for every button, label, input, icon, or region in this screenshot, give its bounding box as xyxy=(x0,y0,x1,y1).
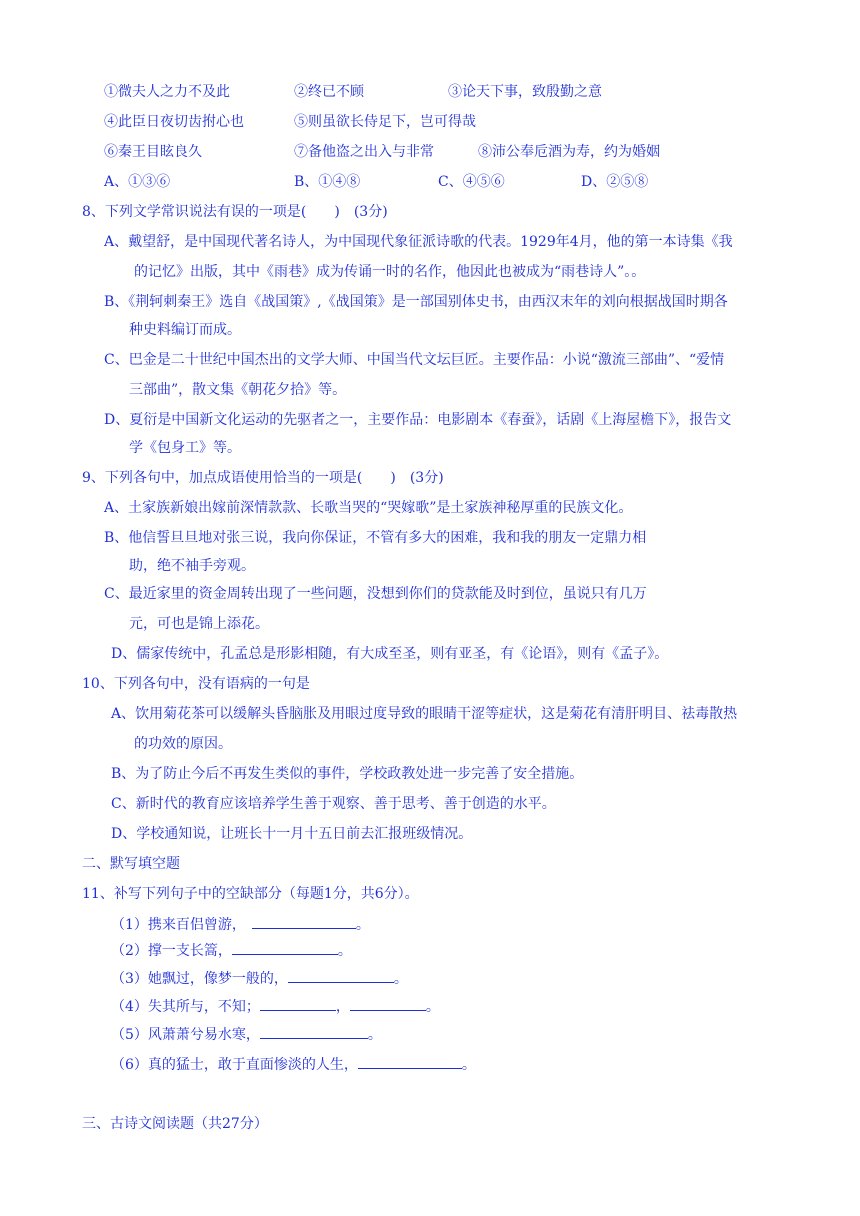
fill-blank-5[interactable] xyxy=(260,1024,368,1039)
q8-stem: 8、下列文学常识说法有误的一项是( ) (3分) xyxy=(82,204,388,220)
q8-option-a-line2: 的记忆》出版，其中《雨巷》成为传诵一时的名作，他因此也被成为“雨巷诗人”。。 xyxy=(134,264,646,280)
fill-item-1-text: （1）携来百侣曾游， xyxy=(111,917,246,933)
q9-option-c-line2: 元，可也是锦上添花。 xyxy=(129,616,269,632)
q10-option-a-line2: 的功效的原因。 xyxy=(134,736,232,752)
fill-blank-1[interactable] xyxy=(252,914,356,929)
q8-option-d-line2: 学《包身工》等。 xyxy=(129,440,241,456)
q9-option-a: A、土家族新娘出嫁前深情款款、长歌当哭的“哭嫁歌”是土家族神秘厚重的民族文化。 xyxy=(104,500,633,516)
q8-option-b-line2: 种史料编订而成。 xyxy=(129,322,241,338)
answer-b: B、①④⑧ xyxy=(294,174,361,190)
fill-blank-3[interactable] xyxy=(288,968,394,983)
option-5: ⑤则虽欲长侍足下，岂可得哉 xyxy=(294,114,476,130)
q8-option-c-line2: 三部曲”，散文集《朝花夕拾》等。 xyxy=(129,382,347,398)
q8-option-b-line1: B、《荆轲刺秦王》选自《战国策》,《战国策》是一部国别体史书，由西汉末年的刘向根据战国时期各 xyxy=(104,294,728,310)
option-8: ⑧沛公奉卮酒为寿，约为婚姻 xyxy=(478,144,660,160)
q9-option-b-line1: B、他信誓旦旦地对张三说，我向你保证，不管有多大的困难，我和我的朋友一定鼎力相 xyxy=(104,530,647,546)
q10-option-d: D、学校通知说，让班长十一月十五日前去汇报班级情况。 xyxy=(111,826,473,842)
answer-a: A、①③⑥ xyxy=(104,174,171,190)
fill-item-2-text: （2）撑一支长篙， xyxy=(111,943,232,959)
fill-item-1 xyxy=(111,914,370,934)
option-2: ②终已不顾 xyxy=(294,84,364,100)
q9-stem: 9、下列各句中，加点成语使用恰当的一项是( ) (3分) xyxy=(82,470,444,486)
q9-option-b-line2: 助，绝不袖手旁观。 xyxy=(129,558,255,574)
fill-item-4-sep: ， xyxy=(335,999,350,1015)
fill-item-6-end: 。 xyxy=(461,1057,476,1073)
fill-item-3 xyxy=(111,968,408,988)
fill-item-4-end: 。 xyxy=(425,999,440,1015)
fill-item-2-end: 。 xyxy=(337,943,352,959)
fill-item-6-text: （6）真的猛士，敢于直面惨淡的人生， xyxy=(111,1057,358,1073)
option-6: ⑥秦王目眩良久 xyxy=(104,144,202,160)
section-heading-2: 二、默写填空题 xyxy=(82,856,180,872)
q8-option-a-line1: A、戴望舒，是中国现代著名诗人，为中国现代象征派诗歌的代表。1929年4月，他的第一本诗集《我 xyxy=(104,234,733,250)
option-1: ①微夫人之力不及此 xyxy=(104,84,230,100)
fill-item-3-text: （3）她飘过，像梦一般的， xyxy=(111,971,288,987)
section-heading-3: 三、古诗文阅读题（共27分） xyxy=(82,1116,268,1132)
q10-stem: 10、下列各句中，没有语病的一句是 xyxy=(82,676,310,692)
option-7: ⑦备他盗之出入与非常 xyxy=(294,144,434,160)
answer-c: C、④⑤⑥ xyxy=(438,174,505,190)
answer-d: D、②⑤⑧ xyxy=(581,174,649,190)
q10-option-c: C、新时代的教育应该培养学生善于观察、善于思考、善于创造的水平。 xyxy=(111,796,556,812)
q10-option-b: B、为了防止今后不再发生类似的事件，学校政教处进一步完善了安全措施。 xyxy=(111,766,584,782)
fill-item-1-end: 。 xyxy=(355,917,370,933)
q9-option-d: D、儒家传统中，孔孟总是形影相随，有大成至圣，则有亚圣，有《论语》，则有《孟子》。 xyxy=(111,646,669,662)
fill-blank-4a[interactable] xyxy=(260,996,336,1011)
fill-item-4 xyxy=(111,996,440,1016)
q9-option-c-line1: C、最近家里的资金周转出现了一些问题，没想到你们的贷款能及时到位，虽说只有几万 xyxy=(104,586,647,602)
q11-stem: 11、补写下列句子中的空缺部分（每题1分，共6分）。 xyxy=(82,886,419,902)
fill-item-4-text: （4）失其所与，不知； xyxy=(111,999,260,1015)
fill-blank-2[interactable] xyxy=(232,940,338,955)
fill-blank-6[interactable] xyxy=(358,1054,462,1069)
fill-item-5-text: （5）风萧萧兮易水寒， xyxy=(111,1027,260,1043)
fill-blank-4b[interactable] xyxy=(350,996,426,1011)
fill-item-5-end: 。 xyxy=(367,1027,382,1043)
q8-option-c-line1: C、巴金是二十世纪中国杰出的文学大师、中国当代文坛巨匠。主要作品：小说“激流三部曲”、“爱情 xyxy=(104,352,725,368)
q8-option-d-line1: D、夏衍是中国新文化运动的先驱者之一，主要作品：电影剧本《春蚕》，话剧《上海屋檐下》，报告文 xyxy=(104,412,732,428)
option-4: ④此臣日夜切齿拊心也 xyxy=(104,114,244,130)
q10-option-a-line1: A、饮用菊花茶可以缓解头昏脑胀及用眼过度导致的眼睛干涩等症状，这是菊花有清肝明目、祛毒散热 xyxy=(111,706,738,722)
fill-item-3-end: 。 xyxy=(393,971,408,987)
option-3: ③论天下事，致殷勤之意 xyxy=(448,84,602,100)
fill-item-2 xyxy=(111,940,352,960)
fill-item-6 xyxy=(111,1054,476,1074)
fill-item-5 xyxy=(111,1024,382,1044)
